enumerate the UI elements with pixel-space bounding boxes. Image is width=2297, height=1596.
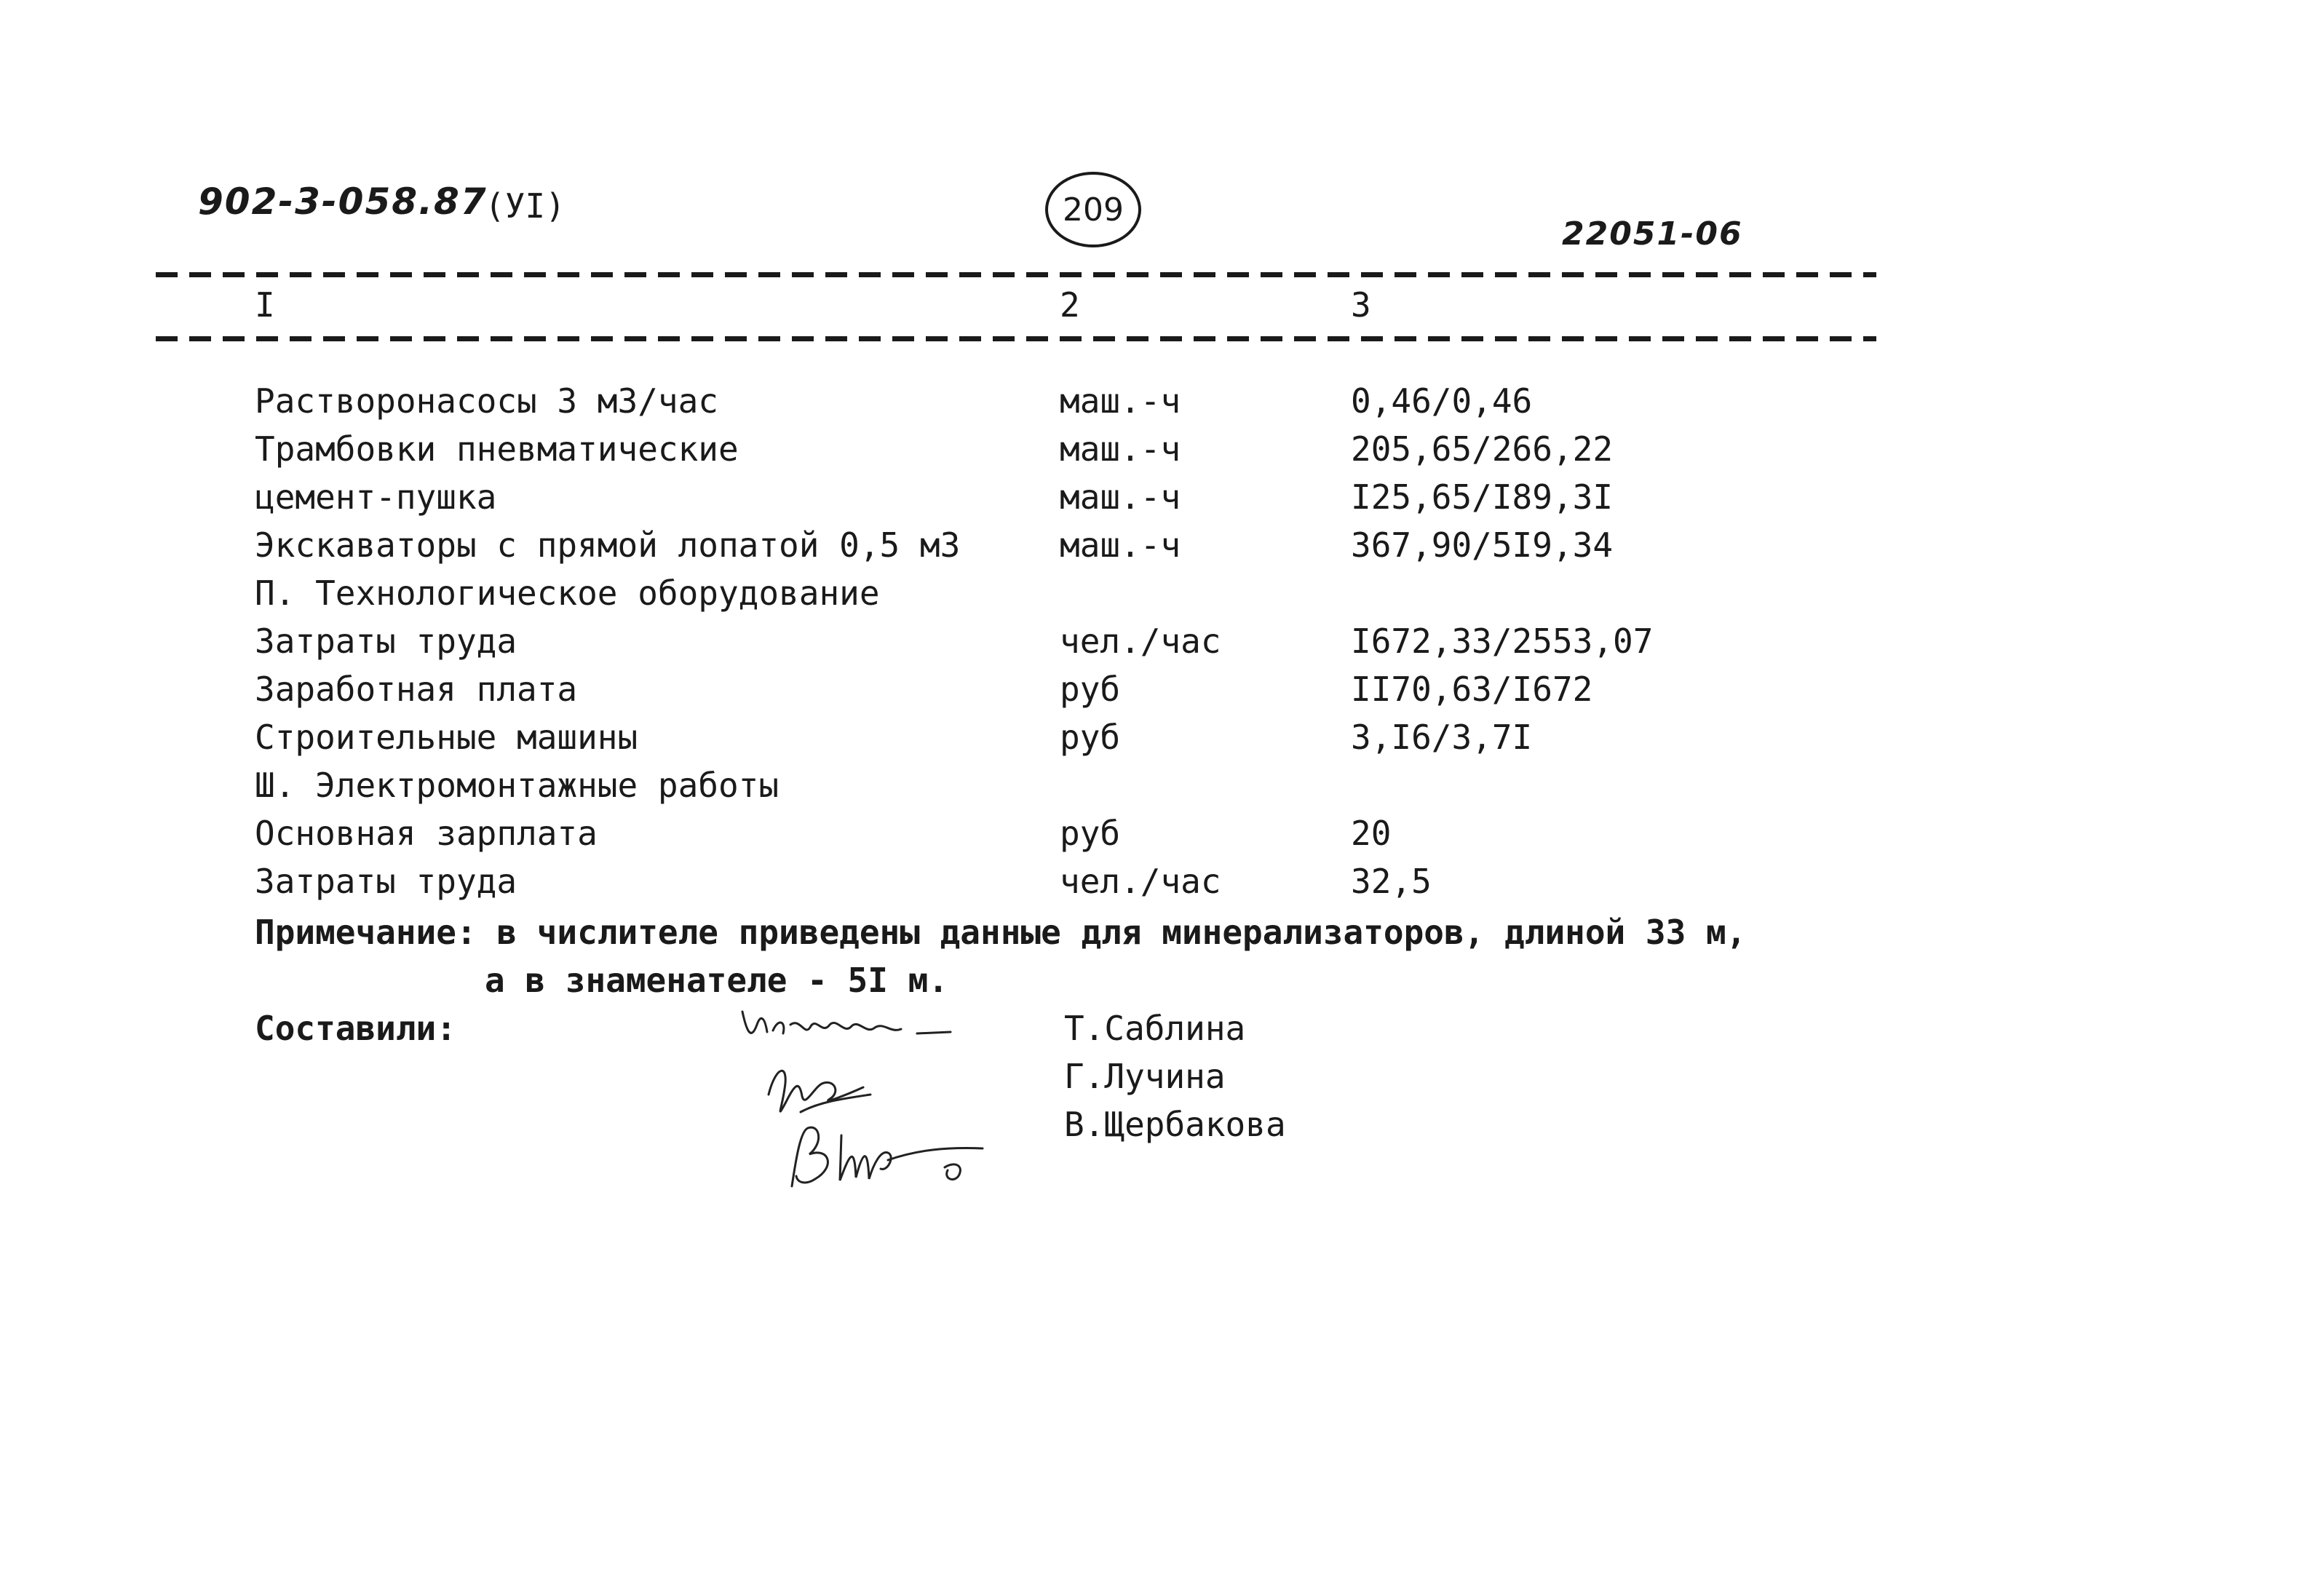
section-heading-row: [0, 766, 2297, 814]
document-code: 902-3-058.87: [198, 180, 488, 223]
table-row: [0, 862, 2297, 910]
row-unit: маш.-ч: [1060, 477, 1181, 517]
section-heading: Ш. Электромонтажные работы: [255, 766, 779, 805]
row-name: Заработная плата: [255, 670, 578, 709]
row-unit: чел./час: [1060, 622, 1221, 661]
row-value: 0,46/0,46: [1351, 381, 1533, 421]
note-line-1: Примечание: в числителе приведены данные для минерализаторов, длиной 33 м,: [255, 913, 1747, 952]
signer-name: Г.Лучина: [1064, 1057, 1226, 1096]
row-unit: чел./час: [1060, 862, 1221, 901]
row-name: Затраты труда: [255, 622, 517, 661]
table-row: [0, 429, 2297, 477]
row-value: 32,5: [1351, 862, 1432, 901]
table-row: [0, 525, 2297, 573]
row-name: цемент-пушка: [255, 477, 497, 517]
column-header-1: I: [255, 285, 275, 325]
table-row: [0, 477, 2297, 525]
note-line-2: а в знаменателе - 5I м.: [485, 961, 948, 1000]
row-value: 20: [1351, 814, 1392, 853]
row-unit: руб: [1060, 670, 1121, 709]
table-top-rule: [156, 272, 1876, 277]
table-row: [0, 718, 2297, 766]
page-number: 209: [1063, 191, 1124, 229]
page-number-circle: [1045, 172, 1141, 247]
row-name: Строительные машины: [255, 718, 638, 757]
document-reference: 22051-06: [1562, 215, 1743, 253]
row-value: 367,90/5I9,34: [1351, 525, 1614, 565]
table-header-rule: [156, 336, 1876, 341]
row-unit: маш.-ч: [1060, 525, 1181, 565]
signer-name: Т.Саблина: [1064, 1009, 1246, 1048]
row-name: Трамбовки пневматические: [255, 429, 739, 469]
row-value: 3,I6/3,7I: [1351, 718, 1533, 757]
row-unit: маш.-ч: [1060, 381, 1181, 421]
row-value: I672,33/2553,07: [1351, 622, 1654, 661]
table-row: [0, 670, 2297, 718]
table-row: [0, 622, 2297, 670]
row-unit: руб: [1060, 814, 1121, 853]
row-name: Основная зарплата: [255, 814, 598, 853]
compiled-by-label: Составили:: [255, 1009, 456, 1048]
column-header-3: 3: [1351, 285, 1371, 325]
row-value: I25,65/I89,3I: [1351, 477, 1614, 517]
row-unit: маш.-ч: [1060, 429, 1181, 469]
row-name: Затраты труда: [255, 862, 517, 901]
row-name: Экскаваторы с прямой лопатой 0,5 м3: [255, 525, 961, 565]
row-value: 205,65/266,22: [1351, 429, 1614, 469]
sheet-number: (УI): [485, 186, 566, 226]
row-value: II70,63/I672: [1351, 670, 1593, 709]
row-unit: руб: [1060, 718, 1121, 757]
signature-saablina: [735, 1003, 983, 1049]
section-heading: П. Технологическое оборудование: [255, 573, 880, 613]
row-name: Растворонасосы 3 м3/час: [255, 381, 718, 421]
table-row: [0, 381, 2297, 429]
column-header-2: 2: [1060, 285, 1080, 325]
table-row: [0, 814, 2297, 862]
section-heading-row: [0, 573, 2297, 622]
signature-shcherbakova: [779, 1113, 997, 1201]
signer-name: В.Щербакова: [1064, 1105, 1286, 1144]
